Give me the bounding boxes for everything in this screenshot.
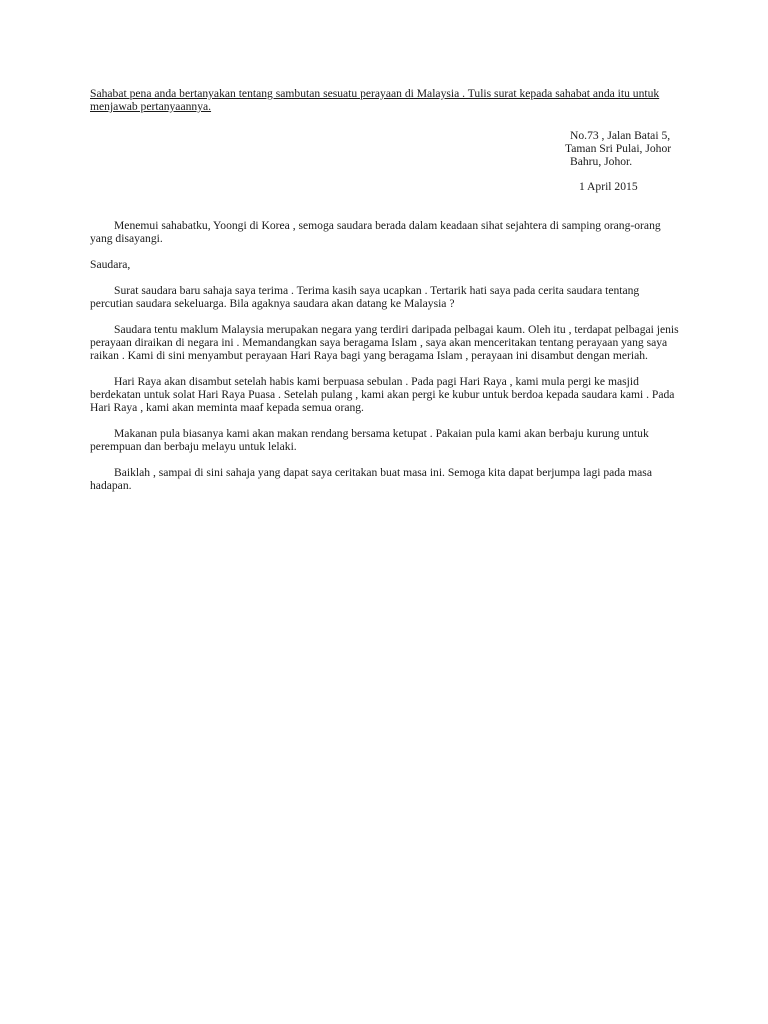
letter-paragraph: Hari Raya akan disambut setelah habis kami berpuasa sebulan . Pada pagi Hari Raya , kami mula pergi ke masjid berdekatan untuk solat Hari Raya Puasa . Setelah pulang , kami akan pergi ke kubur untuk berdoa kepada saudara kami . Pada Hari Raya , kami akan meminta maaf kepada semua orang.	[90, 375, 675, 414]
letter-paragraph: Baiklah , sampai di sini sahaja yang dapat saya ceritakan buat masa ini. Semoga kita dapat berjumpa lagi pada masa hadapan.	[90, 466, 652, 492]
letter-body	[90, 219, 680, 505]
sender-address	[555, 129, 672, 168]
address-line-2: Taman Sri Pulai, Johor	[565, 142, 672, 155]
letter-paragraph: Surat saudara baru sahaja saya terima . Terima kasih saya ucapkan . Tertarik hati saya pada cerita saudara tentang percutian saudara sekeluarga. Bila agaknya saudara akan datang ke Malaysia ?	[90, 284, 640, 310]
address-line-3: Bahru, Johor.	[570, 155, 633, 168]
letter-date: 1 April 2015	[579, 180, 638, 193]
letter-salutation: Saudara,	[90, 258, 131, 271]
letter-greeting: Menemui sahabatku, Yoongi di Korea , semoga saudara berada dalam keadaan sihat sejahtera di samping orang-orang yang disayangi.	[90, 219, 661, 245]
address-line-1: No.73 , Jalan Batai 5,	[570, 129, 671, 142]
essay-question: Sahabat pena anda bertanyakan tentang sambutan sesuatu perayaan di Malaysia . Tulis surat kepada sahabat anda itu untuk menjawab pertanyaannya.	[90, 87, 660, 113]
letter-paragraph: Saudara tentu maklum Malaysia merupakan negara yang terdiri daripada pelbagai kaum. Oleh itu , terdapat pelbagai jenis perayaan diraikan di negara ini . Memandangkan saya beragama Islam , saya akan menceritakan tentang perayaan yang saya raikan . Kami di sini menyambut perayaan Hari Raya bagi yang beragama Islam , perayaan ini disambut dengan meriah.	[90, 323, 679, 362]
letter-paragraph: Makanan pula biasanya kami akan makan rendang bersama ketupat . Pakaian pula kami akan berbaju kurung untuk perempuan dan berbaju melayu untuk lelaki.	[90, 427, 649, 453]
